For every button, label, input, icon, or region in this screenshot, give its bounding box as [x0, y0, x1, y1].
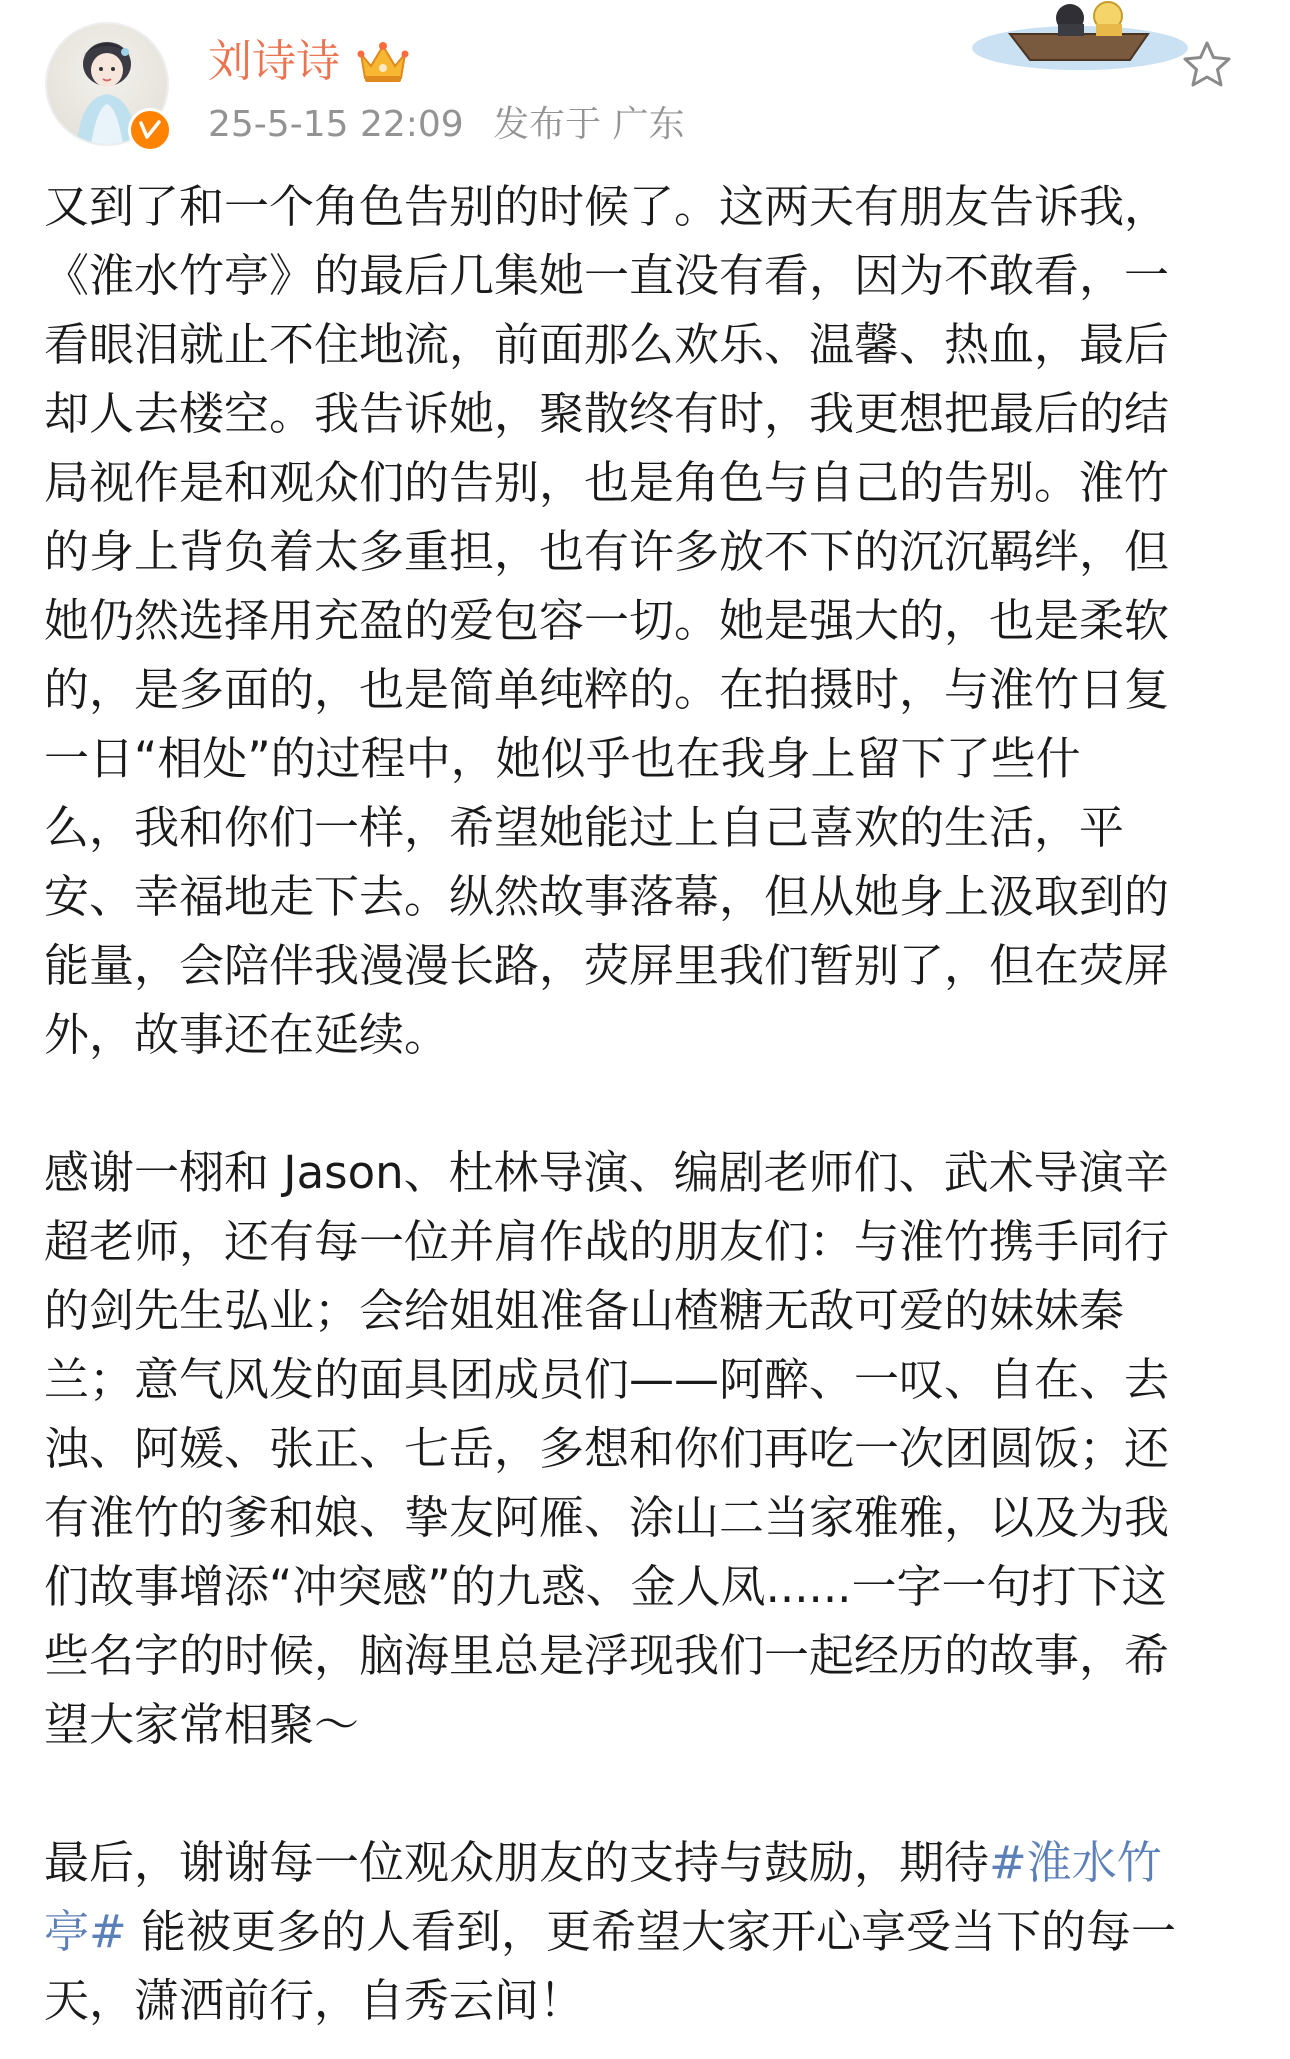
hashtag-link[interactable]: #淮水竹	[989, 1836, 1162, 1889]
post-line: 超老师，还有每一位并肩作战的朋友们：与淮竹携手同行	[44, 1215, 1170, 1268]
post-line: 外，故事还在延续。	[44, 1008, 450, 1061]
post-date: 25-5-15 22:09	[208, 104, 464, 145]
hashtag-link[interactable]: 亭#	[44, 1905, 127, 1958]
post-line: 能量，会陪伴我漫漫长路，荧屏里我们暂别了，但在荧屏	[44, 939, 1170, 992]
post-meta	[208, 100, 703, 150]
post-header	[0, 0, 1290, 170]
post-line: 一日“相处”的过程中，她似乎也在我身上留下了些什	[44, 732, 1081, 785]
post-body	[44, 172, 1254, 2035]
user-name[interactable]: 刘诗诗	[208, 36, 340, 87]
post-line: 又到了和一个角色告别的时候了。这两天有朋友告诉我，	[44, 180, 1170, 233]
post-source: 发布于 广东	[493, 104, 685, 145]
verified-icon	[128, 108, 172, 152]
post-text: 最后，谢谢每一位观众朋友的支持与鼓励，期待	[44, 1836, 990, 1889]
post-line: 浊、阿媛、张正、七岳，多想和你们再吃一次团圆饭；还	[44, 1422, 1170, 1475]
post-line: 有淮竹的爹和娘、挚友阿雁、涂山二当家雅雅，以及为我	[44, 1491, 1170, 1544]
post-line	[44, 1828, 1254, 1897]
post-line	[44, 1897, 1254, 1966]
post-line: 兰；意气风发的面具团成员们——阿醉、一叹、自在、去	[44, 1353, 1170, 1406]
post-line: 些名字的时候，脑海里总是浮现我们一起经历的故事，希	[44, 1629, 1170, 1682]
post-line: 的身上背负着太多重担，也有许多放不下的沉沉羁绊，但	[44, 525, 1170, 578]
post-line: 安、幸福地走下去。纵然故事落幕，但从她身上汲取到的	[44, 870, 1170, 923]
post-text: 能被更多的人看到，更希望大家开心享受当下的每一	[126, 1905, 1177, 1958]
post-line: 望大家常相聚～	[44, 1698, 360, 1751]
post-line: 感谢一栩和 Jason、杜林导演、编剧老师们、武术导演辛	[44, 1146, 1169, 1199]
post-line: 她仍然选择用充盈的爱包容一切。她是强大的，也是柔软	[44, 594, 1170, 647]
post-line: 看眼泪就止不住地流，前面那么欢乐、温馨、热血，最后	[44, 318, 1170, 371]
post-line: 《淮水竹亭》的最后几集她一直没有看，因为不敢看，一	[44, 249, 1170, 302]
post-line: 么，我和你们一样，希望她能过上自己喜欢的生活，平	[44, 801, 1125, 854]
star-icon[interactable]	[1180, 38, 1234, 92]
post-line: 的，是多面的，也是简单纯粹的。在拍摄时，与淮竹日复	[44, 663, 1170, 716]
paragraph-spacer	[44, 1069, 1254, 1138]
boat-decoration-icon	[970, 0, 1200, 80]
post-line: 的剑先生弘业；会给姐姐准备山楂糖无敌可爱的妹妹秦	[44, 1284, 1125, 1337]
post-line: 天，潇洒前行，自秀云间！	[44, 1974, 585, 2027]
paragraph-spacer	[44, 1759, 1254, 1828]
post-line: 却人去楼空。我告诉她，聚散终有时，我更想把最后的结	[44, 387, 1170, 440]
crown-icon[interactable]	[355, 38, 411, 86]
post-line: 局视作是和观众们的告别，也是角色与自己的告别。淮竹	[44, 456, 1170, 509]
post-line: 们故事增添“冲突感”的九惑、金人凤......一字一句打下这	[44, 1560, 1167, 1613]
